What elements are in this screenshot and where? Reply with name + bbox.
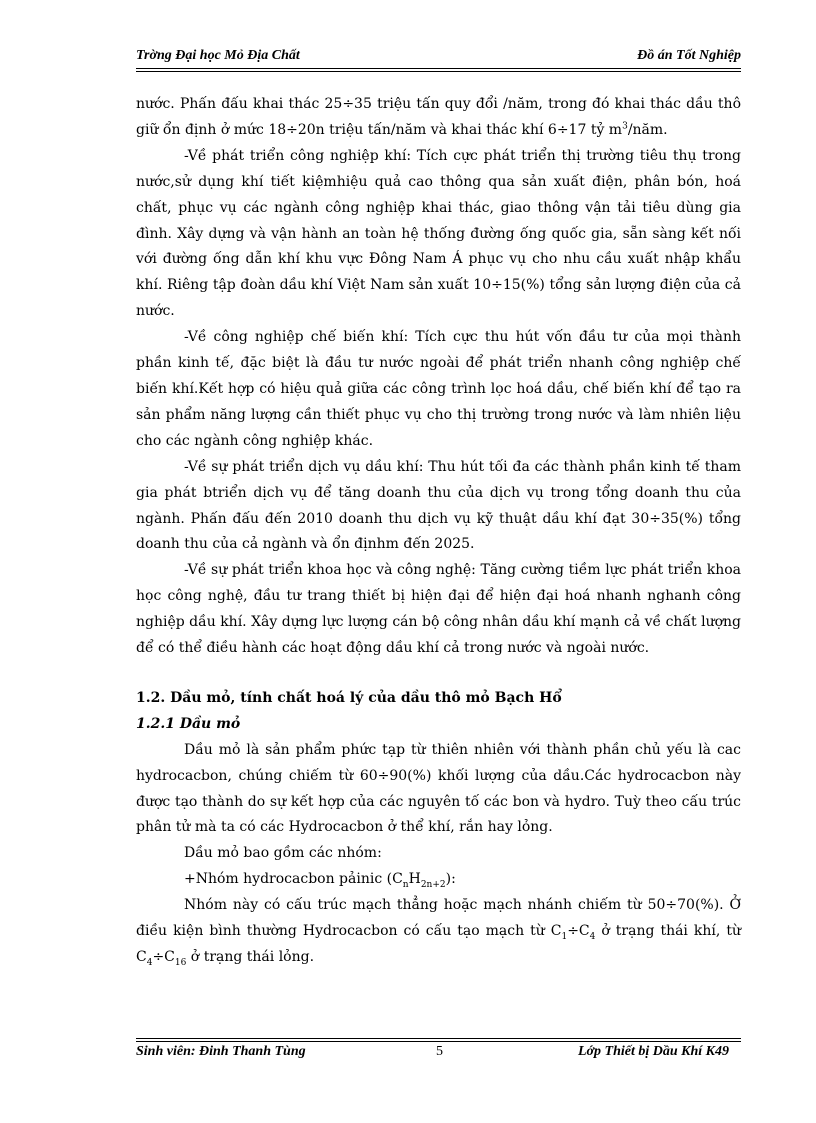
section-heading: 1.2. Dầu mỏ, tính chất hoá lý của dầu thô mỏ Bạch Hổ [136, 689, 562, 706]
paragraph-structure: Nhóm này có cấu trúc mạch thẳng hoặc mạch nhánh chiếm từ 50÷70(%). Ở điều kiện bình thường Hydrocacbon có cấu tạo mạch từ $C_1\div C_4$ ở trạng thái khí, từ $C_4\div C_{16}$ ở trạng thái lỏng. [136, 897, 741, 968]
paragraph-gas-processing: -Về công nghiệp chế biến khí: Tích cực thu hút vốn đầu tư của mọi thành phần kinh tế, đặc biệt là đầu tư nước ngoài để phát triển nhanh công nghiệp chế biến khí.Kết hợp có hiệu quả giữa các công trình lọc hoá dầu, chế biến khí để tạo ra sản phẩm năng lượng cần thiết phục vụ cho thị trường trong nước và làm nhiên liệu cho các ngành công nghiệp khác. [136, 329, 741, 449]
page-number: 5 [436, 1044, 443, 1059]
page-footer [136, 1044, 741, 1066]
header-rule [136, 68, 741, 72]
paragraph-petroleum: Dầu mỏ là sản phẩm phức tạp từ thiên nhiên với thành phần chủ yếu là cac hydrocacbon, chúng chiếm từ 60÷90(%) khối lượng của dầu.Các hydrocacbon này được tạo thành do sự kết hợp của các nguyên tố các bon và hydro. Tuỳ theo cấu trúc phân tử mà ta có các Hydrocacbon ở thể khí, rắn hay lỏng. [136, 741, 741, 836]
footer-class: Lớp Thiết bị Dầu Khí K49 [577, 1044, 729, 1059]
paragraph-services: -Về sự phát triển dịch vụ dầu khí: Thu hút tối đa các thành phần kinh tế tham gia phát btriển dịch vụ để tăng doanh thu của dịch vụ trong tổng doanh thu của ngành. Phấn đấu đến 2010 doanh thu dịch vụ kỹ thuật dầu khí đạt 30÷35(%) tổng doanh thu của cả ngành và ổn địnhm đến 2025. [136, 458, 741, 553]
subsection-heading: 1.2.1 Dầu mỏ [136, 715, 241, 732]
page-body [136, 92, 741, 971]
header-document-type: Đồ án Tốt Nghiệp [637, 48, 741, 63]
footer-student: Sinh viên: Đinh Thanh Tùng [136, 1044, 306, 1059]
paragraph-science: -Về sự phát triển khoa học và công nghệ: Tăng cường tiềm lực phát triển khoa học công nghệ, đầu tư trang thiết bị hiện đại để hiện đại hoá nhanh nghanh công nghiệp dầu khí. Xây dựng lực lượng cán bộ công nhân dầu khí mạnh cả về chất lượng để có thể điều hành các hoạt động dầu khí cả trong nước và ngoài nước. [136, 562, 741, 657]
page-header [136, 48, 741, 68]
footer-rule [136, 1038, 741, 1042]
paragraph-groups: Dầu mỏ bao gồm các nhóm: [184, 845, 382, 862]
paragraph-paraffin: +Nhóm hydrocacbon pảinic $(C_nH_{2n+2})$: [184, 871, 456, 891]
header-university: Trờng Đại học Mỏ Địa Chất [136, 48, 300, 63]
paragraph-1: nước. Phấn đấu khai thác 25÷35 triệu tấn quy đổi /năm, trong đó khai thác dầu thô giữ ổn định ở mức 18÷20n triệu tấn/năm và khai thác khí 6÷17 tỷ $m^3$/năm. [136, 96, 741, 138]
paragraph-gas-industry: -Về phát triển công nghiệp khí: Tích cực phát triển thị trường tiêu thụ trong nước,sử dụng khí tiết kiệmhiệu quả cao thông qua sản xuất điện, phân bón, hoá chất, phục vụ các ngành công nghiệp khai thác, giao thông vận tải tiêu dùng gia đình. Xây dựng và vận hành an toàn hệ thống đường ống quốc gia, sẵn sàng kết nối với đường ống dẫn khí khu vực Đông Nam Á phục vụ cho nhu cầu xuất nhập khẩu khí. Riêng tập đoàn dầu khí Việt Nam sản xuất 10÷15(%) tổng sản lượng điện của cả nước. [136, 147, 741, 320]
